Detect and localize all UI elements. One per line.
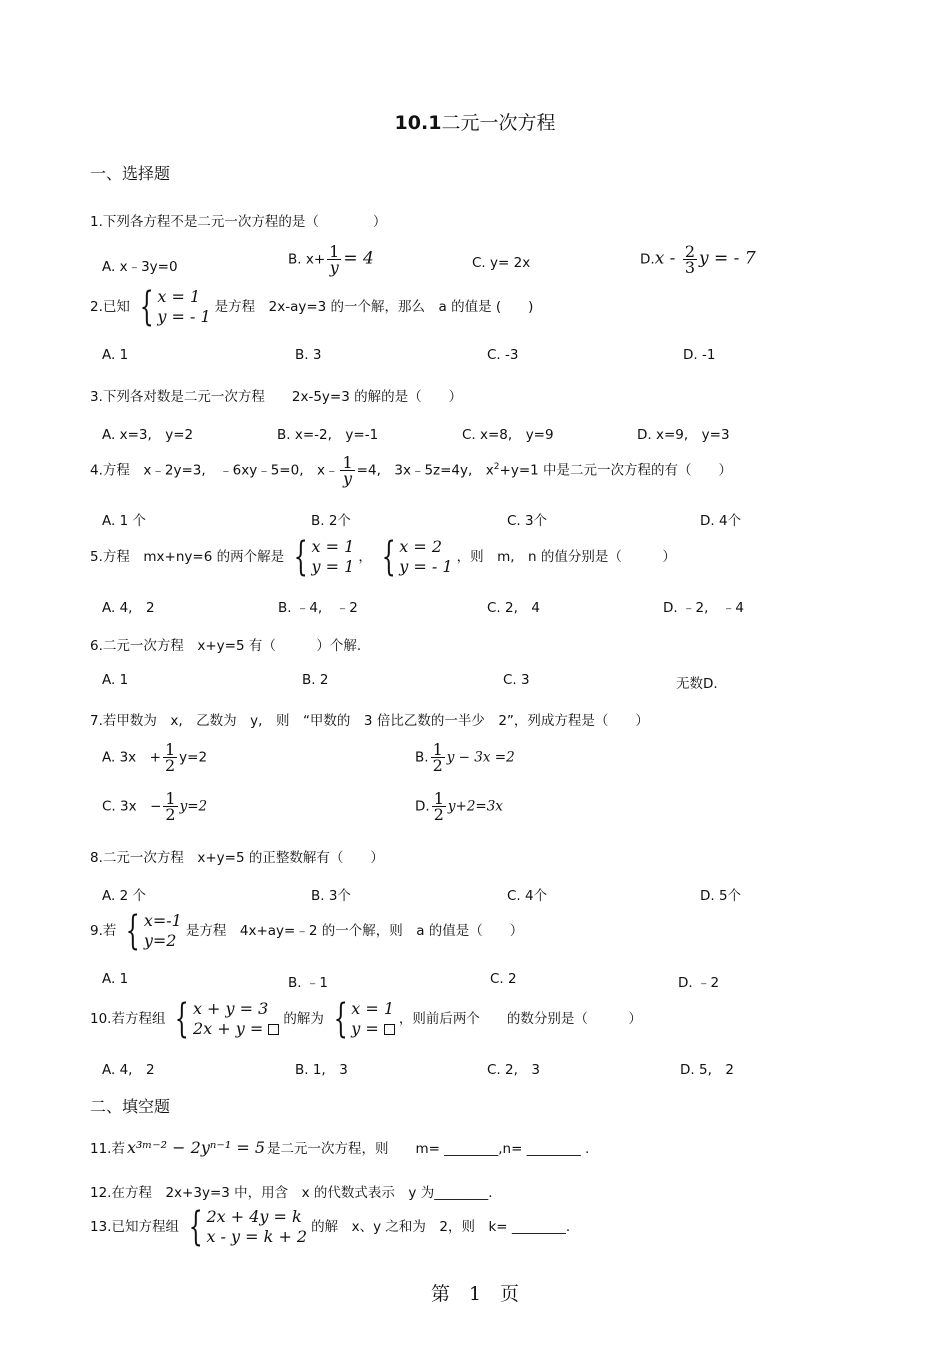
q2-option-b: B. 3: [295, 347, 322, 363]
q5-option-c: C. 2, 4: [487, 600, 540, 616]
blank-box-icon: [268, 1024, 279, 1035]
blank-box-icon: [384, 1024, 395, 1035]
q5-option-d: D. ﹣2, ﹣4: [663, 600, 744, 616]
q8-option-b: B. 3个: [311, 888, 351, 904]
q3-option-c: C. x=8, y=9: [462, 427, 554, 443]
q1-option-b: B. x+ $\frac{1}{y}$ = 4: [288, 242, 374, 277]
q9-option-a: A. 1: [102, 971, 129, 987]
q4-option-c: C. 3个: [507, 513, 548, 529]
q3-option-d: D. x=9, y=3: [637, 427, 730, 443]
section-heading-fill: 二、填空题: [90, 1097, 171, 1116]
q7-option-c: C. 3x − $\frac{1}{2}$ y=2: [102, 789, 208, 824]
q8-option-a: A. 2 个: [102, 888, 146, 904]
q4-option-d: D. 4个: [700, 513, 742, 529]
q6-option-d: 无数D.: [676, 676, 718, 692]
question-13: 13.已知方程组 { 2x + 4y = k x - y = k + 2 的解 x、y 之和为 2，则 k= ________.: [90, 1204, 571, 1250]
question-10: 10.若方程组 { x + y = 3 2x + y = 的解为 { x = 1 y = ，则前后两个 的数分别是（ ）: [90, 996, 642, 1042]
q6-option-a: A. 1: [102, 672, 129, 688]
q1-option-d: D.x - $\frac{2}{3}$ y = - 7: [640, 242, 756, 277]
q10-option-b: B. 1, 3: [295, 1062, 348, 1078]
question-2: 2.已知 { x = 1 y = - 1 是方程 2x-ay=3 的一个解，那么 a 的值是 ( ): [90, 284, 534, 330]
q10-option-c: C. 2, 3: [487, 1062, 540, 1078]
q2-option-d: D. -1: [683, 347, 716, 363]
q3-option-b: B. x=-2, y=-1: [277, 427, 379, 443]
q1-option-a: A. x﹣3y=0: [102, 259, 178, 275]
section-heading-choice: 一、选择题: [90, 164, 171, 183]
q8-option-c: C. 4个: [507, 888, 548, 904]
q6-option-b: B. 2: [302, 672, 329, 688]
q9-option-d: D. ﹣2: [678, 975, 720, 991]
page-number: 第 1 页: [430, 1283, 520, 1305]
title-text: 二元一次方程: [441, 112, 556, 134]
q7-option-d: D. $\frac{1}{2}$ y+2=3x: [415, 789, 503, 824]
q2-option-c: C. -3: [487, 347, 519, 363]
question-1: 1.下列各方程不是二元一次方程的是（ ）: [90, 214, 387, 230]
q7-option-a: A. 3x + $\frac{1}{2}$ y=2: [102, 740, 208, 775]
q10-option-a: A. 4, 2: [102, 1062, 155, 1078]
question-11: 11.若 x³ᵐ⁻² − 2yⁿ⁻¹ = 5 是二元一次方程，则 m= ________,n= ________ .: [90, 1138, 590, 1157]
question-3: 3.下列各对数是二元一次方程 2x-5y=3 的解的是（ ）: [90, 389, 463, 405]
q8-option-d: D. 5个: [700, 888, 742, 904]
q9-option-c: C. 2: [490, 971, 517, 987]
q1-option-c: C. y= 2x: [472, 255, 531, 271]
q5-option-a: A. 4, 2: [102, 600, 155, 616]
q4-option-a: A. 1 个: [102, 513, 146, 529]
question-8: 8.二元一次方程 x+y=5 的正整数解有（ ）: [90, 850, 384, 866]
q9-option-b: B. ﹣1: [288, 975, 328, 991]
title-number: 10.1: [394, 112, 442, 134]
q10-option-d: D. 5, 2: [680, 1062, 734, 1078]
q2-option-a: A. 1: [102, 347, 129, 363]
page-title: [0, 108, 950, 135]
q7-option-b: B. $\frac{1}{2}$ y − 3x =2: [415, 740, 515, 775]
question-7: 7.若甲数为 x, 乙数为 y, 则 “甲数的 3 倍比乙数的一半少 2”，列成方程是（ ）: [90, 713, 649, 729]
question-5: 5.方程 mx+ny=6 的两个解是 { x = 1 y = 1 ， { x = 2 y = - 1 ，则 m, n 的值分别是（ ）: [90, 534, 676, 580]
question-4: 4.方程 x﹣2y=3, ﹣6xy﹣5=0, x﹣ $\frac{1}{y}$ =4, 3x﹣5z=4y, $x^2+y=1$ 中是二元一次方程的有（ ）: [90, 453, 733, 488]
q6-option-c: C. 3: [503, 672, 530, 688]
question-6: 6.二元一次方程 x+y=5 有（ ）个解.: [90, 638, 362, 654]
q5-option-b: B. ﹣4, ﹣2: [278, 600, 358, 616]
question-12: 12.在方程 2x+3y=3 中，用含 x 的代数式表示 y 为________.: [90, 1185, 493, 1201]
q4-option-b: B. 2个: [311, 513, 351, 529]
question-9: 9.若 { x=-1 y=2 是方程 4x+ay=﹣2 的一个解，则 a 的值是（ ）: [90, 908, 524, 954]
q3-option-a: A. x=3, y=2: [102, 427, 194, 443]
